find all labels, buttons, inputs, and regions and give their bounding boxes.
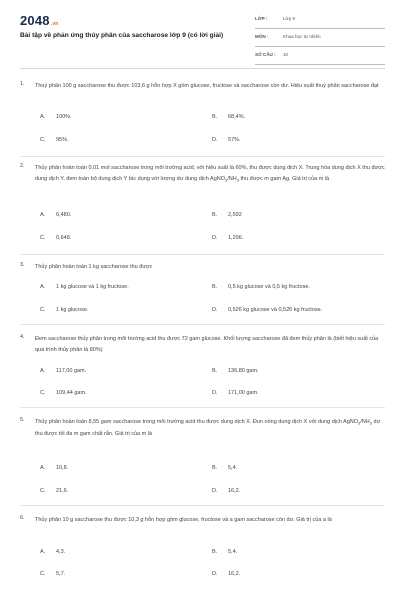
page-header	[0, 0, 400, 70]
option-b[interactable]: B. 2,592	[212, 212, 242, 218]
question-text: Thủy phân hoàn toàn 8,55 gam saccharose trong môi trường acid thu được dung dịch X. Đun nóng dung dịch X với dung dịch $AgNO_3/NH_3$ dư thu được tối đa m gam chất rắn. Giá trị của m là	[35, 419, 381, 437]
question-text: Thủy phân 10 g saccharose thu được 10,3 g hỗn hợp gồm glucose, fructose và a gam saccharose còn dư. Giá trị của a là	[35, 517, 332, 523]
meta-value: Lớp 9	[283, 16, 295, 21]
question-number: 2.	[20, 163, 25, 169]
option-a[interactable]: A. 100%.	[40, 114, 72, 120]
question-divider	[20, 324, 385, 325]
meta-key: LỚP :	[255, 16, 268, 21]
option-b[interactable]: B. 0,5 kg glucose và 0,5 kg fructose.	[212, 284, 310, 290]
question-number: 4.	[20, 334, 25, 340]
document-title: Bài tập về phản ứng thủy phân của saccharose lớp 9 (có lời giải)	[20, 32, 224, 39]
question-text: Đem saccharose thủy phân trong môi trường acid thu được 72 gam glucose. Khối lượng saccharose đã đem thủy phân là (biết hiệu suất của quá trình thủy phân là 80%)	[35, 336, 379, 353]
meta-value: 10	[283, 52, 289, 57]
question-divider	[20, 254, 385, 255]
option-b[interactable]: B. 136,80 gam.	[212, 368, 259, 374]
question-number: 6.	[20, 515, 25, 521]
option-d[interactable]: D. 57%.	[212, 137, 241, 143]
option-b[interactable]: B. 68,4%.	[212, 114, 246, 120]
meta-key: MÔN :	[255, 34, 269, 39]
option-a[interactable]: A. 1 kg glucose và 1 kg fructose.	[40, 284, 129, 290]
meta-row-grade	[255, 14, 385, 29]
meta-row-subject	[255, 32, 385, 47]
question-number: 3.	[20, 262, 25, 268]
option-a[interactable]: A. 4,3.	[40, 549, 66, 555]
option-d[interactable]: D. 1,296.	[212, 235, 244, 241]
option-c[interactable]: C. 21,6.	[40, 488, 69, 494]
question-divider	[20, 156, 385, 157]
option-c[interactable]: C. 0,648.	[40, 235, 72, 241]
option-b[interactable]: B. 5,4.	[212, 549, 238, 555]
option-b[interactable]: B. 5,4.	[212, 465, 238, 471]
question-text: Thuỷ phân 100 g saccharose thu được 103,6 g hỗn hợp X gồm glucose, fructose và saccharose còn dư. Hiệu suất thuỷ phân saccharose đạt	[35, 83, 379, 89]
meta-value: Khoa học tự nhiên	[283, 34, 321, 39]
meta-info-panel	[255, 14, 385, 68]
question-number: 5.	[20, 417, 25, 423]
header-divider	[20, 68, 385, 69]
option-c[interactable]: C. 1 kg glucose.	[40, 307, 89, 313]
option-c[interactable]: C. 5,7.	[40, 571, 66, 577]
option-c[interactable]: C. 109,44 gam.	[40, 390, 87, 396]
question-divider	[20, 407, 385, 408]
option-d[interactable]: D. 0,526 kg glucose và 0,526 kg fructose.	[212, 307, 323, 313]
site-logo[interactable]: 2048.vn	[20, 13, 59, 28]
option-d[interactable]: D. 16,2.	[212, 488, 241, 494]
question-number: 1.	[20, 81, 25, 87]
option-a[interactable]: A. 117,00 gam.	[40, 368, 87, 374]
question-text: Thủy phân hoàn toàn 1 kg saccharose thu được	[35, 264, 153, 270]
option-a[interactable]: A. 10,8.	[40, 465, 69, 471]
option-d[interactable]: D. 171,00 gam.	[212, 390, 259, 396]
option-d[interactable]: D. 16,2.	[212, 571, 241, 577]
option-c[interactable]: C. 95%.	[40, 137, 69, 143]
question-text: Thủy phân hoàn toàn 0,01 mol saccharose trong môi trường acid, với hiệu suất là 60%, thu được dung dịch X. Trung hòa dung dịch X thu được dung dịch Y, đem toàn bộ dung dịch Y tác dụng với lượng dư dung dịch $AgNO_3/NH_3$ thu được m gam Ag. Giá trị của m là	[35, 165, 385, 182]
meta-row-count	[255, 50, 385, 65]
meta-key: SỐ CÂU :	[255, 52, 276, 57]
question-divider	[20, 505, 385, 506]
option-a[interactable]: A. 6,480.	[40, 212, 72, 218]
